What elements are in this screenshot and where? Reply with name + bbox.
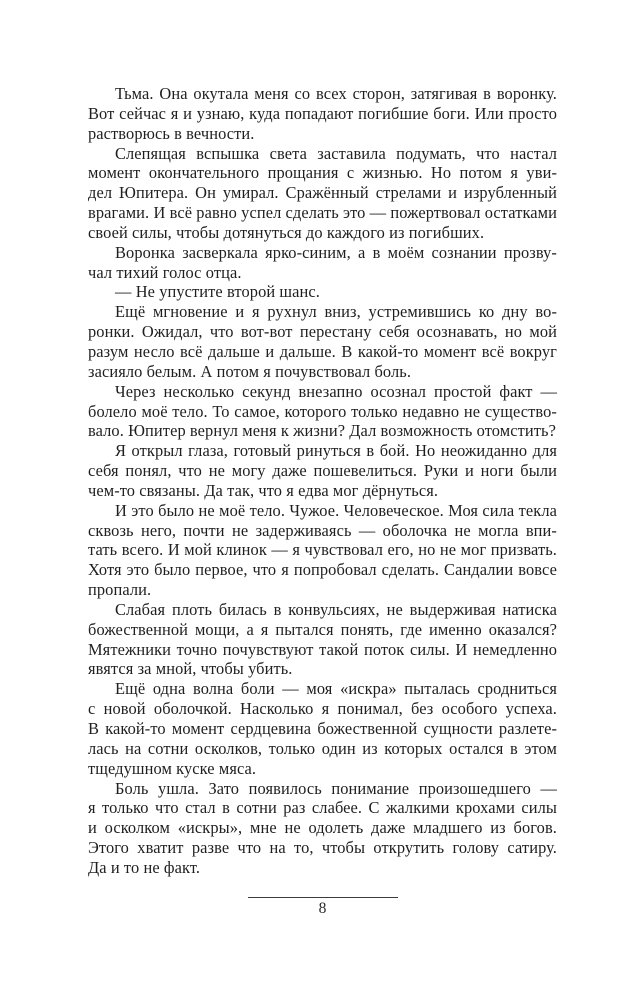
page-text xyxy=(88,84,557,878)
text-line: Вот сейчас я и узнаю, куда попадают погибшие боги. Или просто xyxy=(88,103,557,123)
paragraph xyxy=(88,84,557,144)
text-line: сквозь него, почти не задерживаясь — оболочка не могла впи- xyxy=(88,520,557,540)
text-line: Я открыл глаза, готовый ринуться в бой. Но неожиданно для xyxy=(115,441,557,461)
text-line: Тьма. Она окутала меня со всех сторон, затягивая в воронку. xyxy=(115,84,557,103)
text-line: Слепящая вспышка света заставила подумать, что настал xyxy=(115,143,557,163)
page-number: 8 xyxy=(318,900,327,917)
text-line: Хотя это было первое, что я попробовал сделать. Сандалии вовсе xyxy=(88,560,557,580)
paragraph xyxy=(88,501,557,600)
text-line: ронки. Ожидал, что вот-вот перестану себя осознавать, но мой xyxy=(88,322,557,342)
paragraph xyxy=(88,779,557,878)
text-line: вало. Юпитер вернул меня к жизни? Дал возможность отомстить? xyxy=(88,421,556,441)
text-line: Воронка засверкала ярко-синим, а в моём сознании прозву- xyxy=(115,242,557,262)
text-line: Мятежники точно почувствуют такой поток силы. И немедленно xyxy=(88,639,557,659)
text-line: — Не упустите второй шанс. xyxy=(115,282,320,302)
text-line: явятся за мной, чтобы убить. xyxy=(88,659,293,679)
paragraph xyxy=(88,282,557,302)
text-line: дел Юпитера. Он умирал. Сражённый стрелами и изрубленный xyxy=(88,183,557,203)
text-line: лась на сотни осколков, только один из которых остался в этом xyxy=(88,738,557,758)
text-line: тщедушном куске мяса. xyxy=(88,758,257,778)
text-line: болело моё тело. То самое, которого только недавно не существо- xyxy=(88,401,557,421)
text-line: растворюсь в вечности. xyxy=(88,123,255,143)
text-line: божественной мощи, а я пытался понять, где именно оказался? xyxy=(88,619,557,639)
text-line: момент окончательного прощания с жизнью. Но потом я уви- xyxy=(88,163,557,183)
text-line: Этого хватит разве что на то, чтобы открутить голову сатиру. xyxy=(88,838,557,858)
text-line: тать всего. И мой клинок — я чувствовал его, но не мог призвать. xyxy=(88,540,557,560)
text-line: И это было не моё тело. Чужое. Человеческое. Моя сила текла xyxy=(115,500,557,520)
text-line: разум несло всё дальше и дальше. В какой-то момент всё вокруг xyxy=(88,341,557,361)
text-line: В какой-то момент сердцевина божественной сущности разлете- xyxy=(88,719,557,738)
text-line: Ещё одна волна боли — моя «искра» пыталась сродниться xyxy=(115,679,557,699)
paragraph xyxy=(88,144,557,243)
text-line: я только что стал в сотни раз слабее. С жалкими крохами силы xyxy=(88,798,557,818)
paragraph xyxy=(88,302,557,381)
text-line: Через несколько секунд внезапно осознал простой факт — xyxy=(115,381,557,401)
text-line: чал тихий голос отца. xyxy=(88,262,242,282)
text-line: себя понял, что не могу даже пошевелиться. Руки и ноги были xyxy=(88,461,557,481)
text-line: Слабая плоть билась в конвульсиях, не выдерживая натиска xyxy=(115,599,557,619)
paragraph xyxy=(88,382,557,442)
paragraph xyxy=(88,441,557,501)
text-line: своей силы, чтобы дотянуться до каждого из погибших. xyxy=(88,222,485,242)
paragraph xyxy=(88,243,557,283)
paragraph xyxy=(88,600,557,679)
text-line: пропали. xyxy=(88,580,152,600)
text-line: с новой оболочкой. Насколько я понимал, без особого успеха. xyxy=(88,699,557,719)
text-line: и осколком «искры», мне не одолеть даже младшего из богов. xyxy=(88,818,557,838)
text-line: Ещё мгновение и я рухнул вниз, устремившись ко дну во- xyxy=(115,302,557,322)
footer-divider xyxy=(248,897,398,898)
text-line: чем-то связаны. Да так, что я едва мог дёрнуться. xyxy=(88,480,439,500)
paragraph xyxy=(88,679,557,778)
text-line: Боль ушла. Зато появилось понимание произошедшего — xyxy=(115,778,557,798)
text-line: врагами. И всё равно успел сделать это — пожертвовал остатками xyxy=(88,203,557,223)
text-line: засияло белым. А потом я почувствовал боль. xyxy=(88,361,412,381)
page-footer xyxy=(88,897,557,918)
text-line: Да и то не факт. xyxy=(88,857,201,877)
